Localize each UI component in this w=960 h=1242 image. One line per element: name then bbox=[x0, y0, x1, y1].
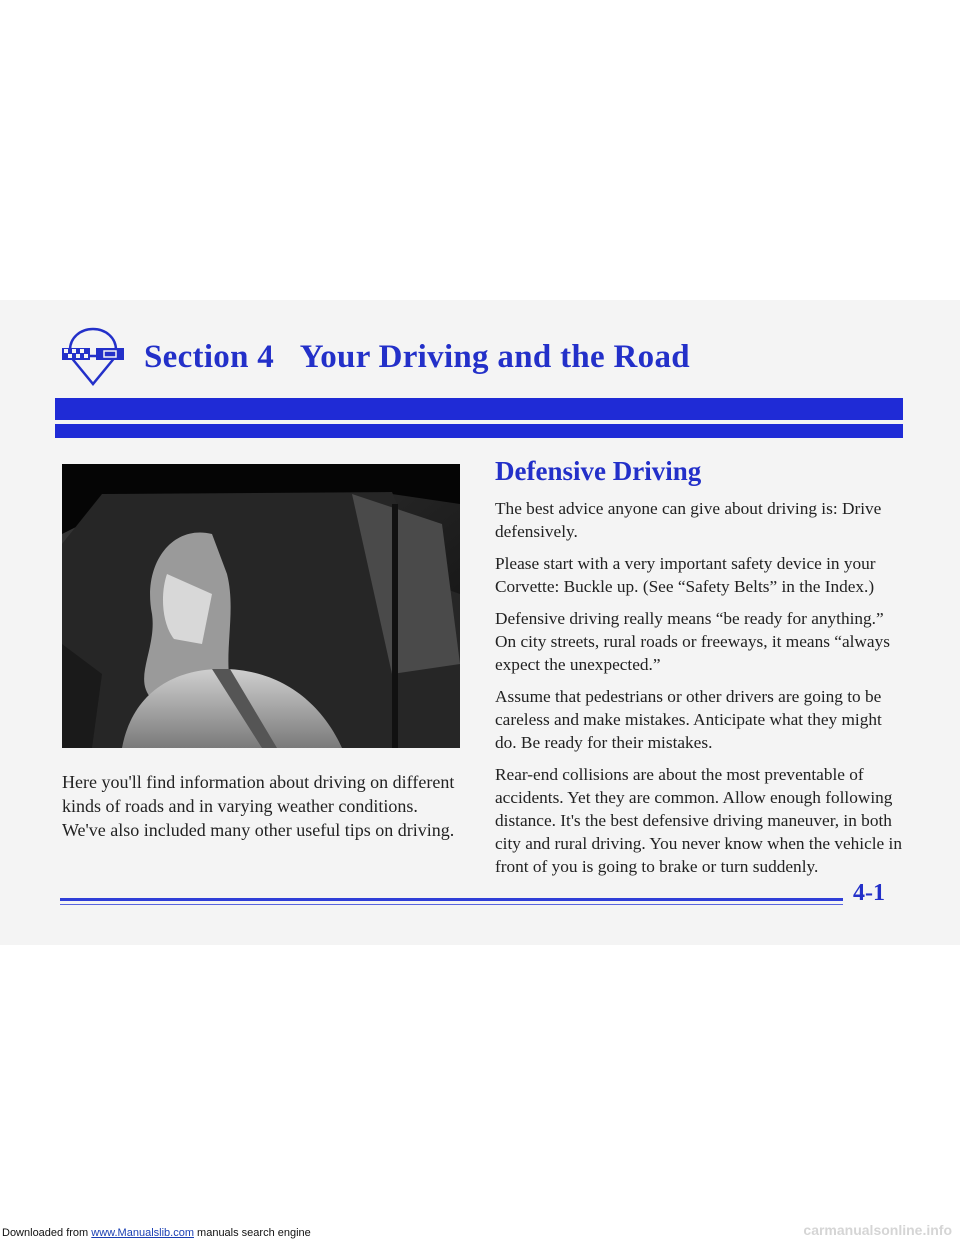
defensive-driving-heading: Defensive Driving bbox=[495, 456, 702, 486]
section-header bbox=[60, 326, 690, 388]
header-band-bottom bbox=[55, 424, 903, 438]
section-label: Section 4 bbox=[144, 338, 275, 375]
paragraph: The best advice anyone can give about driving is: Drive defensively. bbox=[495, 499, 882, 541]
page-number: 4-1 bbox=[853, 880, 885, 906]
section-intro-caption: Here you'll find information about driving on different kinds of roads and in varying weather conditions. We've also included many other useful tips on driving. bbox=[62, 772, 455, 840]
manualslib-link[interactable]: www.Manualslib.com bbox=[91, 1227, 194, 1239]
section-title: Your Driving and the Road bbox=[299, 338, 690, 375]
footer-rule-thin bbox=[60, 904, 843, 905]
paragraph: Defensive driving really means “be ready for anything.” On city streets, rural roads or freeways, it means “always expect the unexpected.” bbox=[495, 609, 890, 674]
paragraph: Rear-end collisions are about the most preventable of accidents. Yet they are common. Allow enough following distance. It's the best defensive driving maneuver, in both city and rural driving. You never know when the vehicle in front of you is going to brake or turn suddenly. bbox=[495, 765, 902, 876]
download-note: Downloaded from www.Manualslib.com manuals search engine bbox=[2, 1227, 311, 1239]
paragraph: Assume that pedestrians or other drivers are going to be careless and make mistakes. Anticipate what they might do. Be ready for their mistakes. bbox=[495, 687, 882, 752]
woman-driving-photo bbox=[62, 464, 460, 748]
corvette-emblem-icon bbox=[60, 326, 126, 388]
footer-rule bbox=[60, 898, 843, 901]
defensive-driving-column bbox=[495, 455, 905, 887]
header-band-top bbox=[55, 398, 903, 420]
paragraph: Please start with a very important safety device in your Corvette: Buckle up. (See “Safety Belts” in the Index.) bbox=[495, 554, 876, 596]
watermark: carmanualsonline.info bbox=[803, 1222, 952, 1238]
